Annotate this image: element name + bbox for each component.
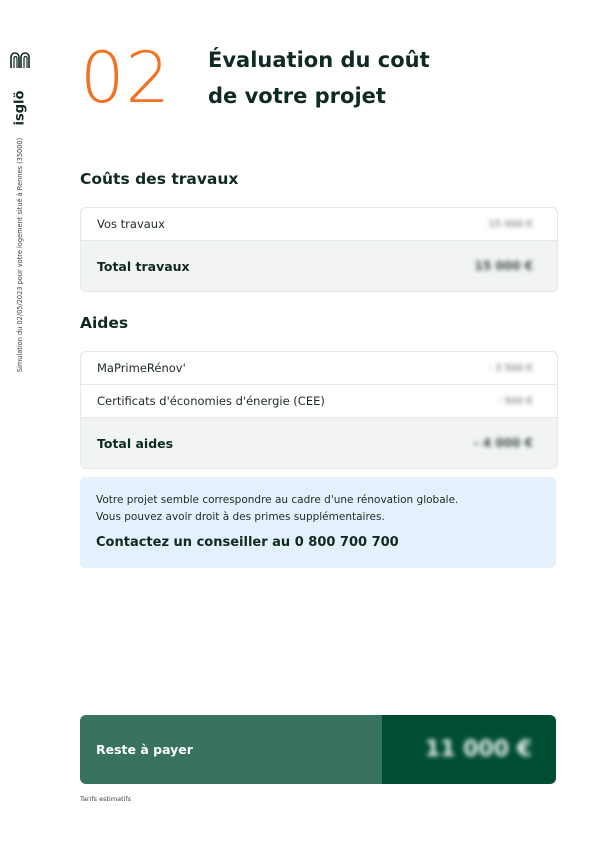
aide-row-value: - 500 € (497, 395, 533, 407)
sidebar (0, 0, 40, 842)
cost-row (81, 208, 557, 241)
title-line-1: Évaluation du coût (208, 48, 430, 72)
remaining-to-pay-bar (80, 715, 556, 784)
info-line-2: Vous pouvez avoir droit à des primes supplémentaires. (96, 511, 385, 523)
footer-note: Tarifs estimatifs (80, 795, 132, 803)
isglo-logo-icon (8, 48, 32, 72)
remaining-label: Reste à payer (80, 715, 382, 784)
aides-card (80, 351, 558, 469)
aide-row (81, 352, 557, 385)
aide-row-value: - 3 500 € (488, 362, 533, 374)
cost-row-value: 15 000 € (488, 218, 533, 230)
aides-total-row (81, 418, 557, 468)
aide-row-label: MaPrimeRénov' (97, 361, 186, 375)
aide-row (81, 385, 557, 418)
costs-total-label: Total travaux (97, 258, 190, 274)
info-box (80, 477, 556, 568)
aides-heading: Aides (80, 314, 129, 332)
simulation-text: Simulation du 02/05/2023 pour votre logement situé à Rennes (35000) (16, 137, 24, 373)
costs-total-row (81, 241, 557, 291)
brand-name: isglö (12, 90, 28, 126)
brand-wordmark (12, 78, 28, 138)
info-line-1: Votre projet semble correspondre au cadre d'une rénovation globale. (96, 494, 459, 506)
contact-advisor-text: Contactez un conseiller au 0 800 700 700 (96, 535, 399, 550)
aide-row-label: Certificats d'économies d'énergie (CEE) (97, 394, 325, 408)
cost-row-label: Vos travaux (97, 217, 165, 231)
costs-heading: Coûts des travaux (80, 170, 239, 188)
remaining-amount (382, 715, 556, 784)
remaining-amount-value: 11 000 € (424, 737, 532, 762)
aides-total-label: Total aides (97, 435, 174, 451)
section-number: 02 (80, 37, 172, 119)
page-title (208, 42, 430, 114)
costs-total-value: 15 000 € (474, 259, 533, 273)
aides-total-value: - 4 000 € (473, 436, 533, 450)
title-line-2: de votre projet (208, 84, 386, 108)
costs-card (80, 207, 558, 292)
simulation-note (13, 130, 27, 380)
